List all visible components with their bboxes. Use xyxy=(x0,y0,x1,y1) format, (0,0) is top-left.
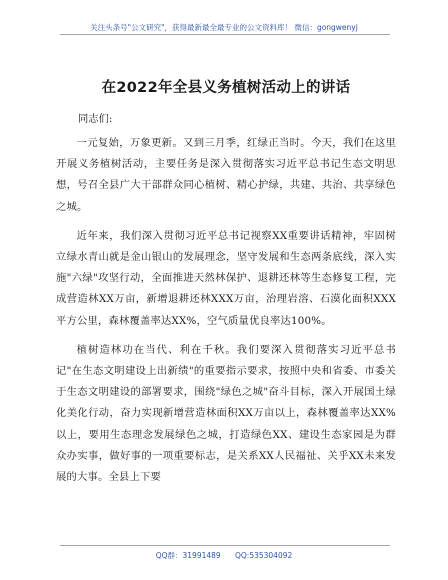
footer-contact-text: QQ群：31991489 QQ:535304092 xyxy=(155,551,293,560)
paragraph-2: 近年来，我们深入贯彻习近平总书记视察XX重要讲话精神，牢固树立绿水青山就是金山银山的发展理念，坚守发展和生态两条底线，深入实施"六绿"攻坚行动，全面推进天然林保护、退耕还林等生态修复工程，完成营造林XX万亩，新增退耕还林XXX万亩，治理岩溶、石漠化面积XXX平方公里，森林覆盖率达XX%，空气质量优良率达100%。 xyxy=(56,229,396,327)
page-footer xyxy=(0,545,448,565)
page-header xyxy=(0,0,448,40)
paragraph-1: 一元复始，万象更新。又到三月季，红绿正当时。今天，我们在这里开展义务植树活动，主要任务是深入贯彻落实习近平总书记生态文明思想，号召全县广大干部群众同心植树、精心护绿，共建、共治、共享绿色之城。 xyxy=(56,137,396,213)
document-body xyxy=(56,76,396,496)
header-promo-text: 关注头条号"公文研究"，获得最新最全最专业的公文资料库！ 微信：gongwenyj xyxy=(90,23,358,32)
footer-divider xyxy=(60,545,390,546)
paragraph-3: 植树造林功在当代、利在千秋。我们要深入贯彻落实习近平总书记"在生态文明建设上出新绩"的重要指示要求，按照中央和省委、市委关于生态文明建设的部署要求，围绕"绿色之城"奋斗目标，深入开展国土绿化美化行动，奋力实现新增营造林面积XX万亩以上，森林覆盖率达XX%以上，要用生态理念发展绿色之城，打造绿色XX、建设生态家园是为群众办实事，做好事的一项重要标志，是关系XX人民福祉、关乎XX未来发展的大事。全县上下要 xyxy=(56,343,396,484)
header-divider xyxy=(60,34,390,35)
document-title: 在2022年全县义务植树活动上的讲话 xyxy=(101,80,351,96)
salutation: 同志们: xyxy=(78,113,113,125)
